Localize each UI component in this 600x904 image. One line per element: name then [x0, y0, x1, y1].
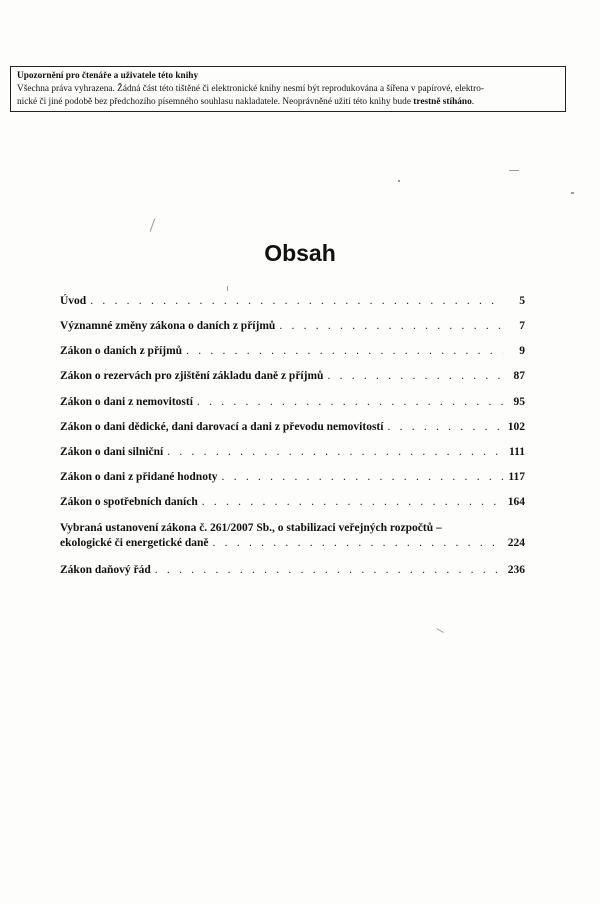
leader-dots — [222, 470, 503, 485]
leader-dots — [186, 344, 503, 359]
toc-entry — [60, 395, 525, 410]
leader-dots — [155, 563, 503, 578]
toc-entry-page: 102 — [507, 421, 525, 433]
toc-entry-page: 111 — [509, 446, 525, 458]
toc-entry-title-cont: ekologické či energetické daně — [60, 537, 209, 549]
toc-entry — [60, 445, 525, 460]
toc-entry-title: Vybraná ustanovení zákona č. 261/2007 Sb., o stabilizaci veřejných rozpočtů – — [60, 522, 442, 534]
scan-speck — [436, 628, 443, 633]
copyright-notice — [10, 66, 566, 112]
leader-dots — [90, 294, 503, 309]
notice-emphasis: trestně stíháno — [413, 97, 472, 107]
toc-entry-title: Zákon o dani silniční — [60, 446, 164, 458]
toc-entry-page: 164 — [507, 496, 525, 508]
toc-entry-page: 236 — [507, 564, 525, 576]
toc-entry-title: Zákon o dani z přidané hodnoty — [60, 471, 218, 483]
scan-speck — [571, 192, 574, 194]
toc-entry-title: Zákon o dani z nemovitostí — [60, 396, 193, 408]
toc-entry-title: Zákon daňový řád — [60, 564, 151, 576]
toc-entry-title: Zákon o dani dědické, dani darovací a dani z převodu nemovitostí — [60, 421, 384, 433]
toc-entry — [60, 294, 525, 309]
leader-dots — [213, 536, 503, 551]
toc-entry-title: Zákon o spotřebních daních — [60, 496, 198, 508]
toc-entry-page: 95 — [513, 396, 525, 408]
page-title: Obsah — [264, 240, 336, 266]
toc-entry-title: Zákon o rezervách pro zjištění základu daně z příjmů — [60, 370, 324, 382]
toc-entry-title: Zákon o daních z příjmů — [60, 345, 183, 357]
scan-speck — [398, 180, 400, 182]
toc-entry-page: 87 — [513, 370, 525, 382]
toc-entry — [60, 470, 525, 485]
toc-entry-title: Úvod — [60, 295, 87, 307]
notice-line-2-text: nické či jiné podobě bez předchozího písemného souhlasu nakladatele. Neoprávněné užití této knihy bude — [17, 97, 414, 107]
toc-entry — [60, 369, 525, 384]
scan-speck — [227, 286, 228, 291]
toc-entry-page: 224 — [507, 537, 525, 549]
toc-entry-page: 9 — [519, 345, 525, 357]
scan-speck — [509, 170, 519, 171]
notice-line-2 — [17, 96, 559, 109]
leader-dots — [327, 369, 503, 384]
notice-line-1: Všechna práva vyhrazena. Žádná část této tištěné či elektronické knihy nesmí být reprodukována a šířena v papírové, elektro- — [17, 84, 484, 94]
leader-dots — [167, 445, 503, 460]
toc-entry — [60, 495, 525, 510]
toc-entry — [60, 319, 525, 334]
toc-entry — [60, 563, 525, 578]
scan-speck — [150, 218, 156, 231]
toc-entry-page: 5 — [519, 295, 525, 307]
leader-dots — [197, 395, 503, 410]
notice-title: Upozornění pro čtenáře a uživatele této knihy — [17, 71, 199, 81]
toc-entry — [60, 420, 525, 435]
toc-entry-page: 7 — [519, 320, 525, 332]
leader-dots — [202, 495, 503, 510]
toc-entry-title: Významné změny zákona o daních z příjmů — [60, 320, 276, 332]
toc-entry — [60, 521, 525, 551]
toc-entry-page: 117 — [508, 471, 525, 483]
leader-dots — [279, 319, 503, 334]
leader-dots — [387, 420, 503, 435]
toc-entry — [60, 344, 525, 359]
notice-line-2-end: . — [471, 97, 475, 107]
